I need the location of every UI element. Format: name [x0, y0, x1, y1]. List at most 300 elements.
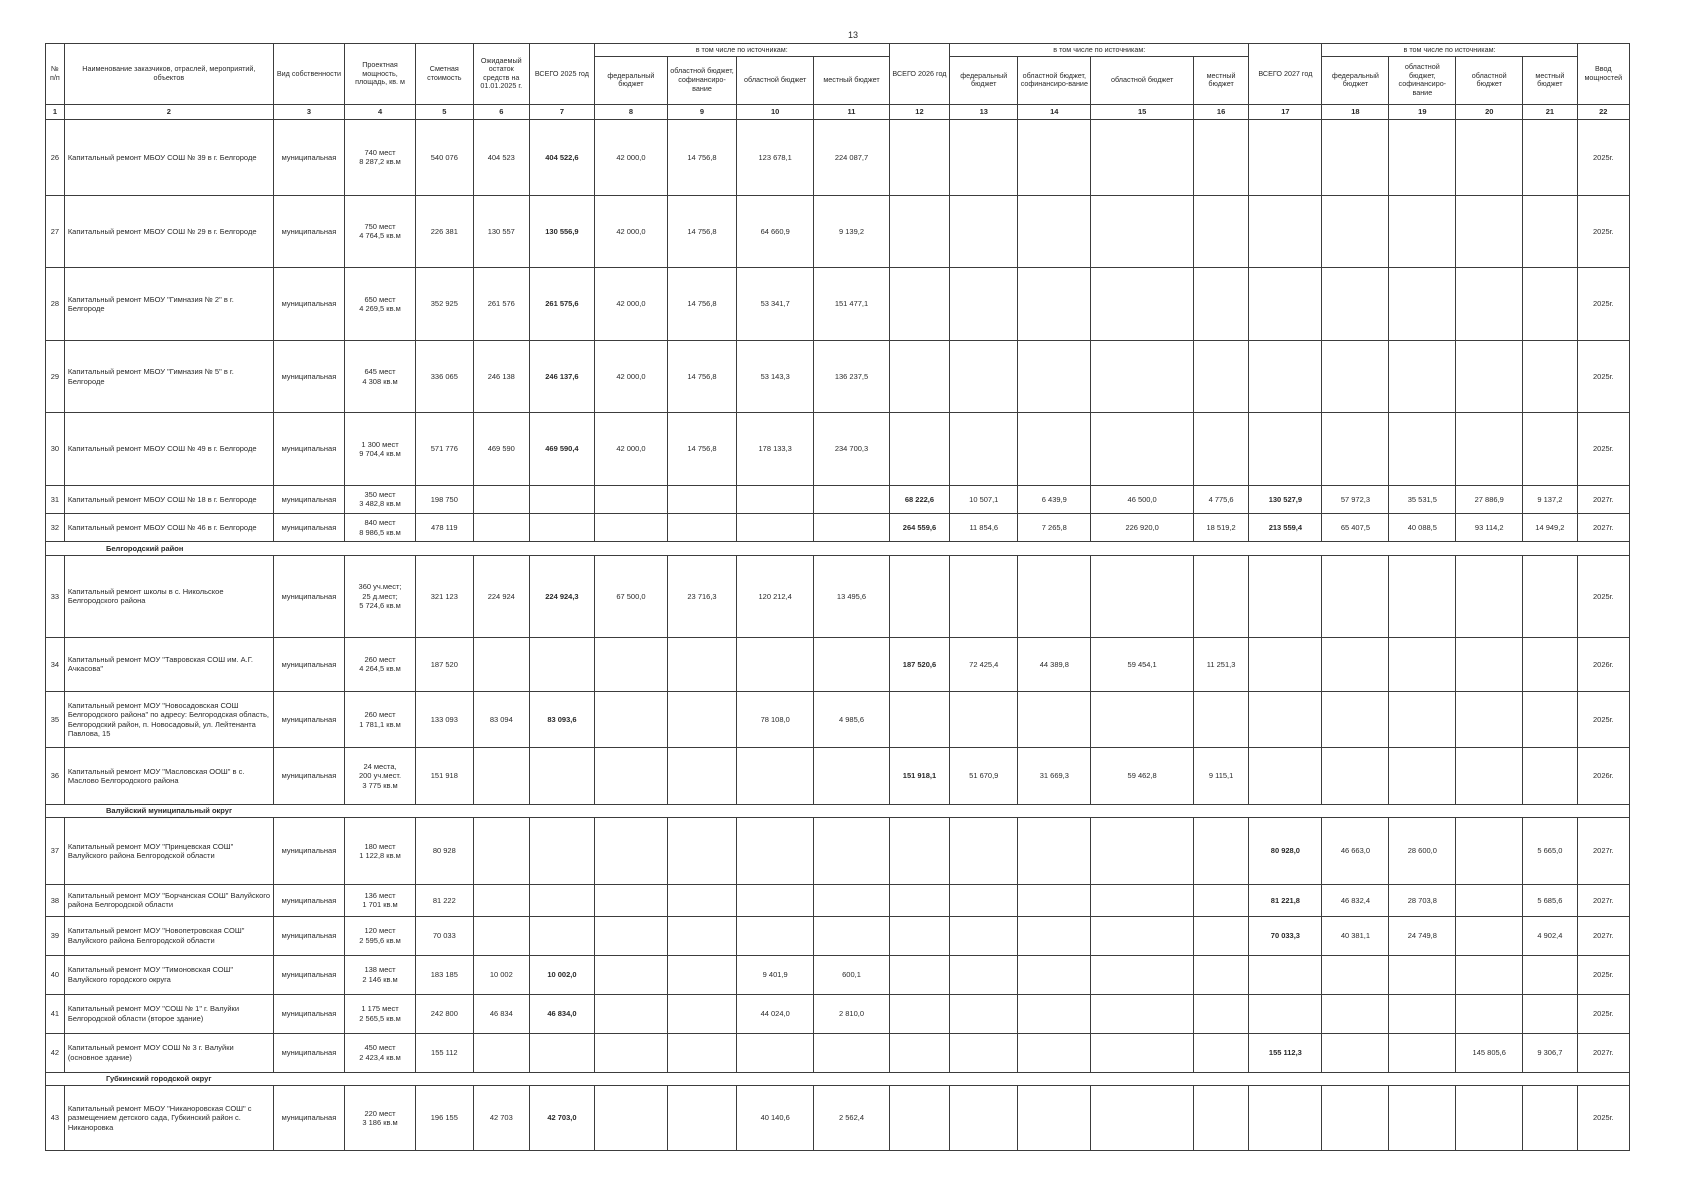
cell-name: Капитальный ремонт МОУ "Новосадовская СОШ Белгородского района" по адресу: Белгородская область, Белгородский район, п. Новосадовый, ул. Лейтенанта Павлова, 15 — [64, 692, 273, 748]
cell-f25 — [594, 1085, 667, 1150]
cell-own: муниципальная — [273, 195, 344, 268]
cell-t26 — [889, 994, 950, 1033]
cell-c25 — [668, 637, 737, 691]
cell-year: 2027г. — [1577, 514, 1629, 542]
cell-c27 — [1389, 195, 1456, 268]
table-row — [46, 1033, 1630, 1072]
cell-c26: 7 265,8 — [1018, 514, 1091, 542]
cell-c27 — [1389, 413, 1456, 486]
cell-f26 — [950, 119, 1018, 195]
table-row — [46, 916, 1630, 955]
cell-l25: 9 139,2 — [814, 195, 889, 268]
cell-r25: 120 212,4 — [737, 555, 814, 637]
table-row — [46, 268, 1630, 341]
cell-c25: 14 756,8 — [668, 340, 737, 413]
cell-f27 — [1322, 555, 1389, 637]
cell-t27 — [1249, 994, 1322, 1033]
cell-t25 — [530, 818, 595, 885]
cell-f27 — [1322, 268, 1389, 341]
cell-cap: 120 мест 2 595,6 кв.м — [344, 916, 415, 955]
cell-r26 — [1091, 1033, 1193, 1072]
cell-cost: 70 033 — [416, 916, 474, 955]
cell-own: муниципальная — [273, 268, 344, 341]
table-body — [46, 119, 1630, 1150]
cell-year: 2027г. — [1577, 485, 1629, 513]
cell-c27: 35 531,5 — [1389, 485, 1456, 513]
cell-t25 — [530, 916, 595, 955]
header-total-2025: ВСЕГО 2025 год — [530, 44, 595, 105]
cell-t25 — [530, 514, 595, 542]
cell-l27 — [1523, 413, 1577, 486]
cell-name: Капитальный ремонт МБОУ СОШ № 46 в г. Белгороде — [64, 514, 273, 542]
cell-t26 — [889, 1085, 950, 1150]
cell-year: 2025г. — [1577, 119, 1629, 195]
cell-r27 — [1456, 748, 1523, 804]
cell-l27 — [1523, 692, 1577, 748]
cell-f27 — [1322, 748, 1389, 804]
cell-t26 — [889, 195, 950, 268]
cell-rem: 261 576 — [473, 268, 529, 341]
cell-cap: 180 мест 1 122,8 кв.м — [344, 818, 415, 885]
cell-f26: 10 507,1 — [950, 485, 1018, 513]
cell-rem: 246 138 — [473, 340, 529, 413]
cell-l25 — [814, 485, 889, 513]
cell-cap: 645 мест 4 308 кв.м — [344, 340, 415, 413]
header-total-2027: ВСЕГО 2027 год — [1249, 44, 1322, 105]
cell-no: 28 — [46, 268, 65, 341]
cell-r27 — [1456, 916, 1523, 955]
cell-r26 — [1091, 195, 1193, 268]
cell-t26: 264 559,6 — [889, 514, 950, 542]
cell-l25 — [814, 885, 889, 916]
cell-l27: 5 685,6 — [1523, 885, 1577, 916]
column-number: 6 — [473, 104, 529, 119]
cell-f25: 42 000,0 — [594, 413, 667, 486]
cell-r26 — [1091, 692, 1193, 748]
column-number: 22 — [1577, 104, 1629, 119]
cell-l26 — [1193, 692, 1248, 748]
cell-r27 — [1456, 195, 1523, 268]
cell-t25: 246 137,6 — [530, 340, 595, 413]
cell-no: 32 — [46, 514, 65, 542]
cell-r26: 59 462,8 — [1091, 748, 1193, 804]
header-regional-2027: областной бюджет — [1456, 56, 1523, 104]
cell-r25 — [737, 637, 814, 691]
cell-c26 — [1018, 916, 1091, 955]
cell-f25: 42 000,0 — [594, 119, 667, 195]
cell-c27 — [1389, 119, 1456, 195]
cell-name: Капитальный ремонт МОУ "Таврoвская СОШ им. А.Г. Ачкасова" — [64, 637, 273, 691]
cell-f27 — [1322, 1085, 1389, 1150]
column-number: 10 — [737, 104, 814, 119]
cell-year: 2025г. — [1577, 555, 1629, 637]
cell-c27 — [1389, 955, 1456, 994]
cell-l25: 151 477,1 — [814, 268, 889, 341]
cell-f27: 65 407,5 — [1322, 514, 1389, 542]
cell-f26 — [950, 1085, 1018, 1150]
cell-l27 — [1523, 994, 1577, 1033]
cell-r26 — [1091, 555, 1193, 637]
cell-own: муниципальная — [273, 692, 344, 748]
header-local-2025: местный бюджет — [814, 56, 889, 104]
cell-f27: 40 381,1 — [1322, 916, 1389, 955]
cell-c27 — [1389, 1033, 1456, 1072]
cell-r26: 59 454,1 — [1091, 637, 1193, 691]
cell-rem — [473, 916, 529, 955]
cell-t26 — [889, 119, 950, 195]
cell-t27: 213 559,4 — [1249, 514, 1322, 542]
cell-f26 — [950, 885, 1018, 916]
cell-f27 — [1322, 955, 1389, 994]
cell-year: 2026г. — [1577, 637, 1629, 691]
cell-name: Капитальный ремонт МОУ "СОШ № 1" г. Валуйки Белгородской области (второе здание) — [64, 994, 273, 1033]
cell-c27: 40 088,5 — [1389, 514, 1456, 542]
column-number: 1 — [46, 104, 65, 119]
cell-no: 37 — [46, 818, 65, 885]
cell-c25: 23 716,3 — [668, 555, 737, 637]
cell-cost: 242 800 — [416, 994, 474, 1033]
cell-r27 — [1456, 637, 1523, 691]
cell-name: Капитальный ремонт МОУ "Масловская ООШ" в с. Маслово Белгородского района — [64, 748, 273, 804]
cell-c26: 6 439,9 — [1018, 485, 1091, 513]
cell-c25 — [668, 955, 737, 994]
column-number-row — [46, 104, 1630, 119]
cell-l26 — [1193, 195, 1248, 268]
cell-t26: 151 918,1 — [889, 748, 950, 804]
table-row — [46, 818, 1630, 885]
cell-l26 — [1193, 1085, 1248, 1150]
cell-r25: 53 143,3 — [737, 340, 814, 413]
cell-t26 — [889, 916, 950, 955]
cell-rem: 10 002 — [473, 955, 529, 994]
cell-c26 — [1018, 692, 1091, 748]
cell-r25 — [737, 485, 814, 513]
cell-no: 38 — [46, 885, 65, 916]
cell-name: Капитальный ремонт МБОУ "Гимназия № 5" в г. Белгороде — [64, 340, 273, 413]
cell-year: 2027г. — [1577, 818, 1629, 885]
cell-c25 — [668, 1085, 737, 1150]
cell-f25 — [594, 692, 667, 748]
cell-cost: 198 750 — [416, 485, 474, 513]
cell-f26 — [950, 340, 1018, 413]
cell-c26 — [1018, 268, 1091, 341]
cell-own: муниципальная — [273, 119, 344, 195]
cell-r25: 178 133,3 — [737, 413, 814, 486]
cell-f25 — [594, 514, 667, 542]
cell-r26 — [1091, 413, 1193, 486]
cell-name: Капитальный ремонт МБОУ "Гимназия № 2" в г. Белгороде — [64, 268, 273, 341]
cell-f26 — [950, 195, 1018, 268]
cell-c25 — [668, 514, 737, 542]
cell-t25: 83 093,6 — [530, 692, 595, 748]
cell-f26 — [950, 692, 1018, 748]
cell-cap: 350 мест 3 482,8 кв.м — [344, 485, 415, 513]
header-sources-2027: в том числе по источникам: — [1322, 44, 1577, 57]
cell-r25 — [737, 1033, 814, 1072]
header-federal-2025: федеральный бюджет — [594, 56, 667, 104]
table-row — [46, 195, 1630, 268]
cell-t26 — [889, 692, 950, 748]
table-row — [46, 413, 1630, 486]
cell-no: 40 — [46, 955, 65, 994]
header-row-1 — [46, 44, 1630, 57]
cell-name: Капитальный ремонт МОУ "Борчанская СОШ" Валуйского района Белгородской области — [64, 885, 273, 916]
cell-l27: 4 902,4 — [1523, 916, 1577, 955]
cell-f27 — [1322, 692, 1389, 748]
cell-no: 31 — [46, 485, 65, 513]
cell-no: 41 — [46, 994, 65, 1033]
cell-t27 — [1249, 692, 1322, 748]
table-row — [46, 514, 1630, 542]
table-row — [46, 748, 1630, 804]
column-number: 7 — [530, 104, 595, 119]
cell-c26 — [1018, 885, 1091, 916]
cell-c25 — [668, 748, 737, 804]
cell-r27: 93 114,2 — [1456, 514, 1523, 542]
column-numbers — [46, 104, 1630, 119]
header-commission: Ввод мощностей — [1577, 44, 1629, 105]
cell-r27: 27 886,9 — [1456, 485, 1523, 513]
cell-t27 — [1249, 119, 1322, 195]
cell-f26 — [950, 413, 1018, 486]
cell-c25 — [668, 485, 737, 513]
cell-f25 — [594, 994, 667, 1033]
cell-no: 29 — [46, 340, 65, 413]
cell-cost: 352 925 — [416, 268, 474, 341]
cell-cap: 840 мест 8 986,5 кв.м — [344, 514, 415, 542]
cell-c26 — [1018, 119, 1091, 195]
cell-f26 — [950, 1033, 1018, 1072]
cell-t25 — [530, 1033, 595, 1072]
cell-l27: 5 665,0 — [1523, 818, 1577, 885]
cell-r26: 226 920,0 — [1091, 514, 1193, 542]
cell-r27 — [1456, 1085, 1523, 1150]
cell-name: Капитальный ремонт школы в с. Никольское Белгородского района — [64, 555, 273, 637]
cell-l27 — [1523, 195, 1577, 268]
column-number: 16 — [1193, 104, 1248, 119]
cell-cost: 183 185 — [416, 955, 474, 994]
cell-f25 — [594, 637, 667, 691]
header-regional-2026: областной бюджет — [1091, 56, 1193, 104]
cell-t27: 81 221,8 — [1249, 885, 1322, 916]
cell-own: муниципальная — [273, 994, 344, 1033]
cell-r26 — [1091, 1085, 1193, 1150]
cell-year: 2025г. — [1577, 692, 1629, 748]
cell-t25 — [530, 885, 595, 916]
header-cost: Сметная стоимость — [416, 44, 474, 105]
cell-t27: 70 033,3 — [1249, 916, 1322, 955]
cell-c27 — [1389, 1085, 1456, 1150]
cell-t26 — [889, 340, 950, 413]
cell-own: муниципальная — [273, 885, 344, 916]
cell-r26 — [1091, 916, 1193, 955]
column-number: 5 — [416, 104, 474, 119]
cell-r27 — [1456, 692, 1523, 748]
cell-cost: 155 112 — [416, 1033, 474, 1072]
cell-f25: 42 000,0 — [594, 340, 667, 413]
cell-c27 — [1389, 692, 1456, 748]
section-row — [46, 1072, 1630, 1085]
cell-no: 33 — [46, 555, 65, 637]
cell-f27 — [1322, 195, 1389, 268]
cell-t27 — [1249, 637, 1322, 691]
cell-c26 — [1018, 340, 1091, 413]
cell-l26 — [1193, 885, 1248, 916]
header-federal-2027: федеральный бюджет — [1322, 56, 1389, 104]
header-name: Наименование заказчиков, отраслей, мероприятий, объектов — [64, 44, 273, 105]
cell-t27 — [1249, 955, 1322, 994]
cell-cost: 187 520 — [416, 637, 474, 691]
table-row — [46, 955, 1630, 994]
cell-f27: 57 972,3 — [1322, 485, 1389, 513]
cell-r26 — [1091, 994, 1193, 1033]
cell-own: муниципальная — [273, 340, 344, 413]
cell-f26 — [950, 268, 1018, 341]
column-number: 14 — [1018, 104, 1091, 119]
cell-r25: 53 341,7 — [737, 268, 814, 341]
cell-c26 — [1018, 413, 1091, 486]
header-cofin-2026: областной бюджет, софинансиро-вание — [1018, 56, 1091, 104]
cell-c27 — [1389, 994, 1456, 1033]
cell-rem: 224 924 — [473, 555, 529, 637]
cell-l26 — [1193, 916, 1248, 955]
cell-l27 — [1523, 119, 1577, 195]
cell-f26 — [950, 555, 1018, 637]
cell-cap: 450 мест 2 423,4 кв.м — [344, 1033, 415, 1072]
cell-cost: 196 155 — [416, 1085, 474, 1150]
cell-t25: 10 002,0 — [530, 955, 595, 994]
cell-t25: 42 703,0 — [530, 1085, 595, 1150]
cell-rem — [473, 485, 529, 513]
cell-f25: 67 500,0 — [594, 555, 667, 637]
cell-c25 — [668, 1033, 737, 1072]
cell-f27 — [1322, 1033, 1389, 1072]
cell-t25 — [530, 748, 595, 804]
cell-l26 — [1193, 555, 1248, 637]
cell-year: 2025г. — [1577, 955, 1629, 994]
cell-l26: 9 115,1 — [1193, 748, 1248, 804]
cell-own: муниципальная — [273, 485, 344, 513]
header-capacity: Проектная мощность, площадь, кв. м — [344, 44, 415, 105]
cell-no: 35 — [46, 692, 65, 748]
cell-l25 — [814, 637, 889, 691]
cell-year: 2025г. — [1577, 268, 1629, 341]
cell-rem: 469 590 — [473, 413, 529, 486]
cell-f26 — [950, 955, 1018, 994]
cell-c27: 24 749,8 — [1389, 916, 1456, 955]
cell-t27: 155 112,3 — [1249, 1033, 1322, 1072]
column-number: 21 — [1523, 104, 1577, 119]
table-row — [46, 637, 1630, 691]
cell-year: 2027г. — [1577, 885, 1629, 916]
cell-r27 — [1456, 413, 1523, 486]
cell-r27: 145 805,6 — [1456, 1033, 1523, 1072]
cell-f26: 72 425,4 — [950, 637, 1018, 691]
cell-name: Капитальный ремонт МОУ "Принцевская СОШ" Валуйского района Белгородской области — [64, 818, 273, 885]
cell-f25: 42 000,0 — [594, 195, 667, 268]
cell-c25: 14 756,8 — [668, 413, 737, 486]
cell-no: 27 — [46, 195, 65, 268]
cell-year: 2025г. — [1577, 1085, 1629, 1150]
cell-r26: 46 500,0 — [1091, 485, 1193, 513]
cell-cost: 571 776 — [416, 413, 474, 486]
cell-t26 — [889, 413, 950, 486]
investment-table — [45, 43, 1630, 1151]
cell-l27: 9 137,2 — [1523, 485, 1577, 513]
cell-f25: 42 000,0 — [594, 268, 667, 341]
cell-cap: 740 мест 8 287,2 кв.м — [344, 119, 415, 195]
cell-c25 — [668, 885, 737, 916]
cell-c25: 14 756,8 — [668, 195, 737, 268]
cell-own: муниципальная — [273, 1033, 344, 1072]
cell-f27 — [1322, 994, 1389, 1033]
cell-c25: 14 756,8 — [668, 268, 737, 341]
cell-no: 42 — [46, 1033, 65, 1072]
cell-f25 — [594, 885, 667, 916]
cell-l26 — [1193, 268, 1248, 341]
cell-cost: 321 123 — [416, 555, 474, 637]
header-sources-2025: в том числе по источникам: — [594, 44, 889, 57]
cell-l26: 11 251,3 — [1193, 637, 1248, 691]
cell-f27: 46 832,4 — [1322, 885, 1389, 916]
cell-r27 — [1456, 268, 1523, 341]
cell-r27 — [1456, 119, 1523, 195]
cell-c26 — [1018, 955, 1091, 994]
cell-l27 — [1523, 637, 1577, 691]
cell-l26 — [1193, 413, 1248, 486]
cell-t26 — [889, 818, 950, 885]
cell-name: Капитальный ремонт МБОУ СОШ № 49 в г. Белгороде — [64, 413, 273, 486]
cell-cap: 260 мест 4 264,5 кв.м — [344, 637, 415, 691]
cell-r27 — [1456, 885, 1523, 916]
table-row — [46, 340, 1630, 413]
cell-t26 — [889, 955, 950, 994]
cell-r26 — [1091, 818, 1193, 885]
column-number: 9 — [668, 104, 737, 119]
table-row — [46, 555, 1630, 637]
cell-l25 — [814, 818, 889, 885]
cell-own: муниципальная — [273, 916, 344, 955]
cell-f27 — [1322, 637, 1389, 691]
cell-r25: 78 108,0 — [737, 692, 814, 748]
cell-year: 2025г. — [1577, 994, 1629, 1033]
cell-rem — [473, 514, 529, 542]
section-title: Белгородский район — [46, 542, 1630, 555]
cell-t25: 469 590,4 — [530, 413, 595, 486]
cell-r27 — [1456, 555, 1523, 637]
cell-r26 — [1091, 340, 1193, 413]
cell-l25: 2 562,4 — [814, 1085, 889, 1150]
cell-l26 — [1193, 340, 1248, 413]
table-row — [46, 692, 1630, 748]
cell-name: Капитальный ремонт МБОУ СОШ № 18 в г. Белгороде — [64, 485, 273, 513]
cell-own: муниципальная — [273, 637, 344, 691]
cell-r27 — [1456, 994, 1523, 1033]
column-number: 2 — [64, 104, 273, 119]
cell-l26 — [1193, 818, 1248, 885]
cell-f27: 46 663,0 — [1322, 818, 1389, 885]
cell-c27 — [1389, 748, 1456, 804]
cell-l27: 14 949,2 — [1523, 514, 1577, 542]
cell-c26 — [1018, 818, 1091, 885]
cell-cap: 260 мест 1 781,1 кв.м — [344, 692, 415, 748]
cell-l25 — [814, 748, 889, 804]
cell-r25: 44 024,0 — [737, 994, 814, 1033]
header-cofin-2025: областной бюджет, софинансиро-вание — [668, 56, 737, 104]
column-number: 8 — [594, 104, 667, 119]
cell-c27 — [1389, 637, 1456, 691]
cell-cost: 133 093 — [416, 692, 474, 748]
